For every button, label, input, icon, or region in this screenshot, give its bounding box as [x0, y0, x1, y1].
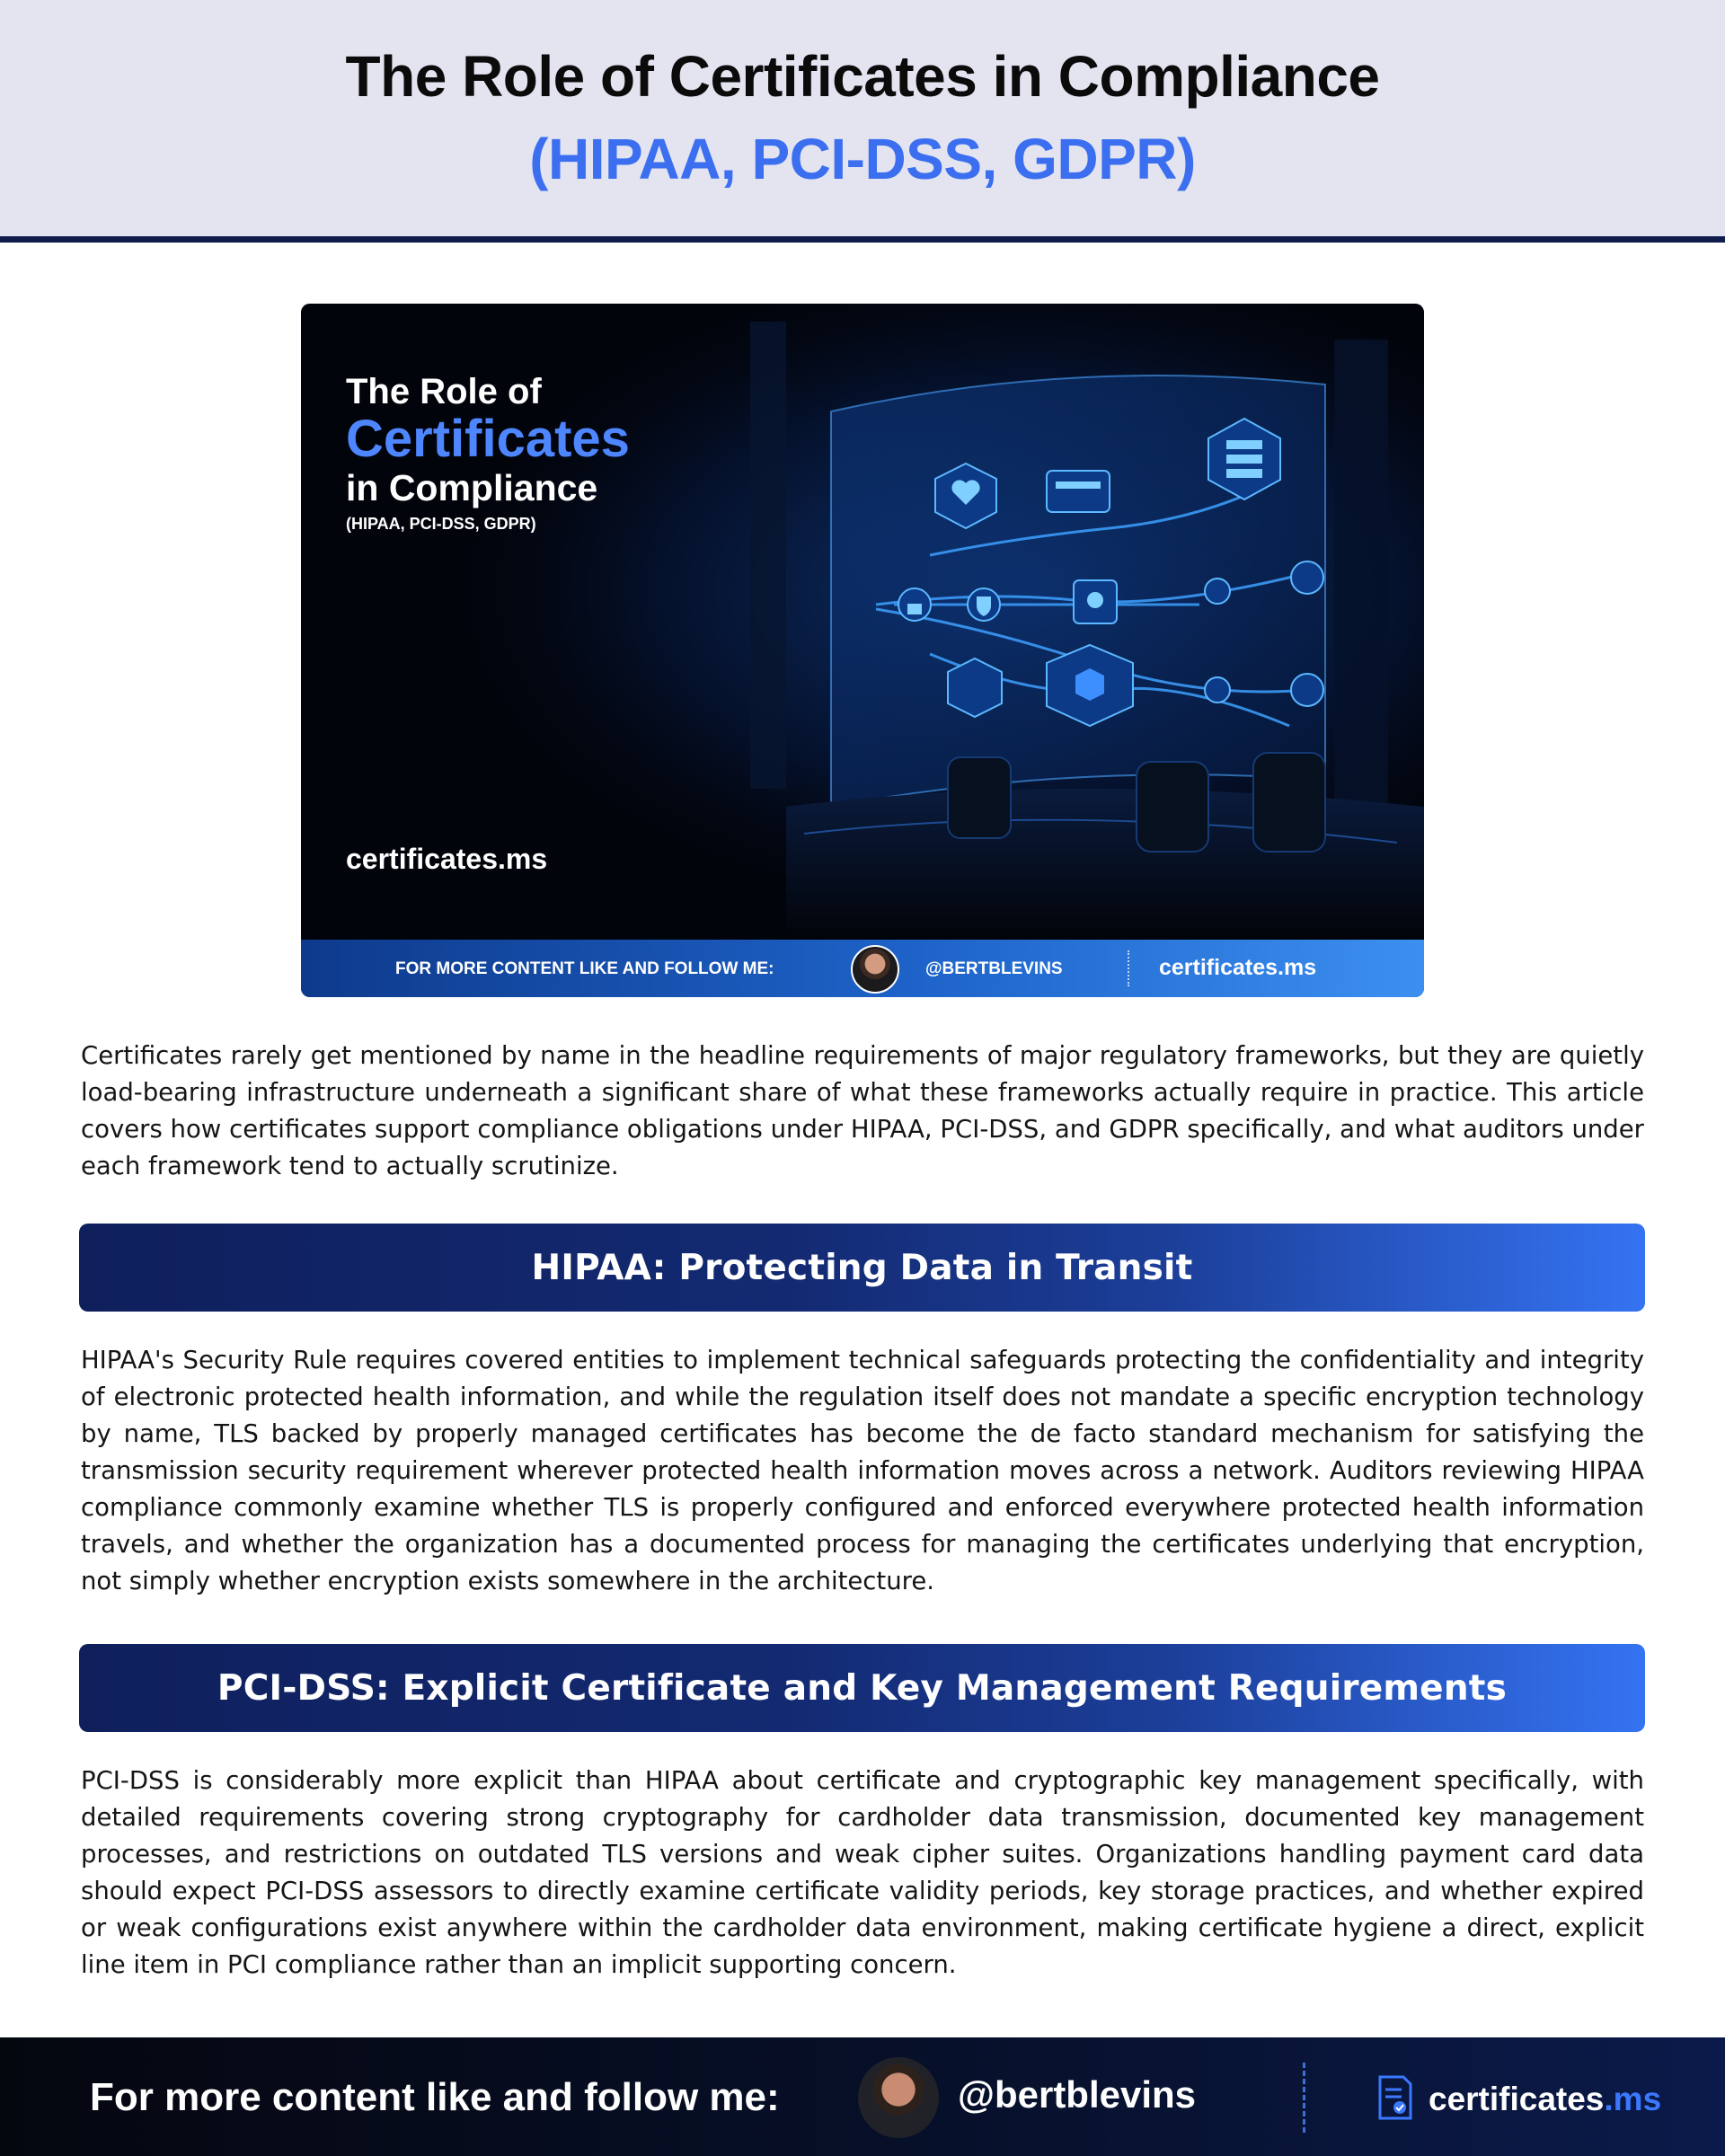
footer-handle[interactable]: @bertblevins — [958, 2073, 1197, 2116]
page-subtitle: (HIPAA, PCI-DSS, GDPR) — [529, 127, 1196, 191]
certificate-badge-icon — [1376, 2073, 1412, 2122]
section-body-hipaa: HIPAA's Security Rule requires covered entities to implement technical safeguards protecting the confidentiality and integrity of electronic protected health information, and while the regulation itself does not mandate a specific encryption technology by name, TLS backed by properly managed certificates has become the de facto standard mechanism for satisfying the transmission security requirement wherever protected health information moves across a network. Auditors reviewing HIPAA compliance commonly examine whether TLS is properly configured and enforced everywhere protected health information travels, and whether the organization has a documented process for managing the certificates underlying that encryption, not simply whether encryption exists somewhere in the architecture. — [81, 1346, 1644, 1595]
page-header — [0, 0, 1725, 243]
hero-line-3: in Compliance — [346, 467, 598, 508]
footer-cta: For more content like and follow me: — [90, 2075, 780, 2119]
section-heading-pci-text: PCI-DSS: Explicit Certificate and Key Management Requirements — [217, 1667, 1508, 1709]
hero-brand-logo: certificates.ms — [346, 843, 548, 875]
footer-brand-name: certificates — [1429, 2081, 1605, 2117]
certificate-icon — [1074, 580, 1117, 623]
section-heading-hipaa-text: HIPAA: Protecting Data in Transit — [531, 1247, 1193, 1288]
footer-avatar — [858, 2057, 939, 2138]
hero-bar-avatar — [851, 945, 899, 994]
lock-icon — [898, 588, 931, 621]
hero-bar-divider — [1128, 950, 1129, 986]
section-heading-pci — [79, 1644, 1645, 1732]
hero-bar-handle: @BERTBLEVINS — [925, 959, 1063, 978]
page-footer — [0, 2037, 1725, 2156]
hero-follow-bar — [301, 940, 1424, 997]
hero-line-4: (HIPAA, PCI-DSS, GDPR) — [346, 515, 536, 533]
shield-icon — [968, 588, 1000, 621]
intro-paragraph: Certificates rarely get mentioned by name in the headline requirements of major regulatory frameworks, but they are quietly load-bearing infrastructure underneath a significant share of what these frameworks actually require in practice. This article covers how certificates support compliance obligations under HIPAA, PCI-DSS, and GDPR specifically, and what auditors under each framework tend to actually scrutinize. — [81, 1041, 1644, 1180]
payment-card-icon — [1047, 471, 1110, 512]
section-heading-hipaa — [79, 1224, 1645, 1312]
hero-bar-cta: FOR MORE CONTENT LIKE AND FOLLOW ME: — [395, 959, 774, 978]
section-body-pci: PCI-DSS is considerably more explicit than HIPAA about certificate and cryptographic key management specifically, with detailed requirements covering strong cryptography for cardholder data transmission, documented key management processes, and restrictions on outdated TLS versions and weak cipher suites. Organizations handling payment card data should expect PCI-DSS assessors to directly examine certificate validity periods, key storage practices, and whether expired or weak configurations exist anywhere within the cardholder data environment, making certificate hygiene a direct, explicit line item in PCI compliance rather than an implicit supporting concern. — [81, 1766, 1644, 1979]
footer-divider — [1303, 2063, 1305, 2133]
hero-image — [301, 304, 1424, 997]
hero-line-1: The Role of — [346, 372, 542, 411]
hero-heading — [346, 371, 630, 538]
footer-brand[interactable] — [1429, 2081, 1661, 2118]
footer-brand-tld: .ms — [1604, 2081, 1662, 2117]
hero-line-2: Certificates — [346, 410, 630, 468]
page-title: The Role of Certificates in Compliance — [345, 44, 1380, 109]
hero-bar-brand: certificates.ms — [1159, 955, 1317, 980]
